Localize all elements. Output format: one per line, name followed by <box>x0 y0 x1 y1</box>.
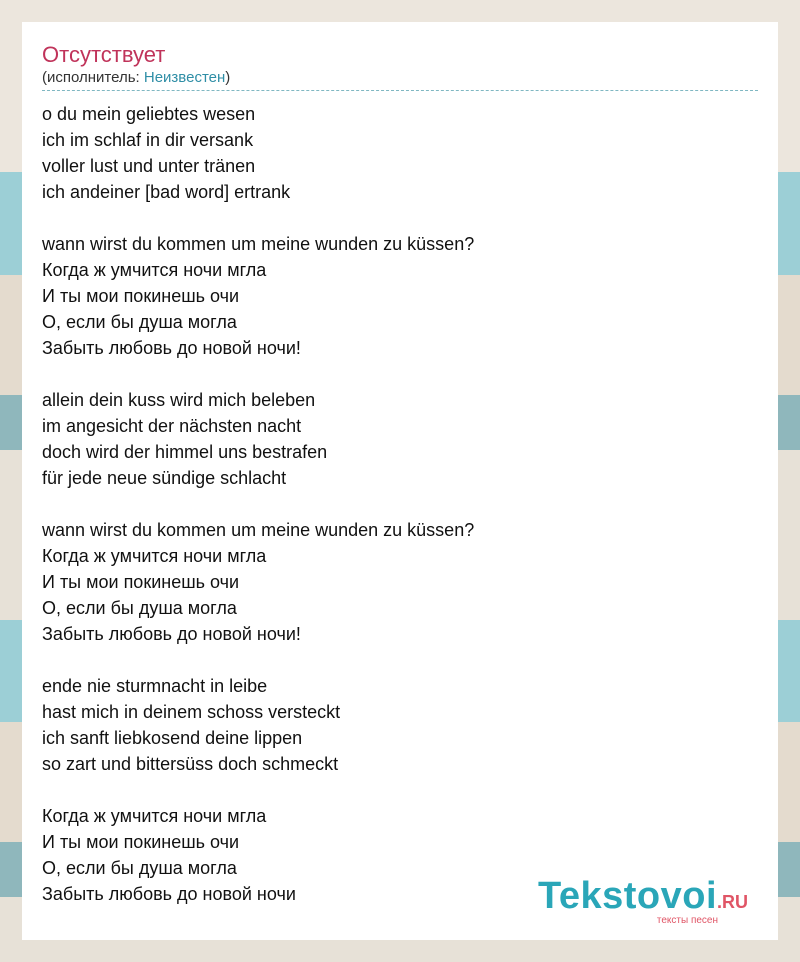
lyric-line: im angesicht der nächsten nacht <box>42 416 302 436</box>
lyric-line: ende nie sturmnacht in leibe <box>42 676 268 696</box>
lyric-line: Когда ж умчится ночи мгла <box>42 260 267 280</box>
lyric-line: voller lust und unter tränen <box>42 156 256 176</box>
lyric-line <box>42 647 758 673</box>
lyric-line <box>42 205 758 231</box>
lyric-line <box>42 491 758 517</box>
lyric-line <box>42 777 758 803</box>
lyric-line: Забыть любовь до новой ночи <box>42 884 296 904</box>
lyric-line: allein dein kuss wird mich beleben <box>42 390 316 410</box>
logo-wordmark: Tekstovoi <box>537 875 717 917</box>
lyric-line: wann wirst du kommen um meine wunden zu küssen? <box>42 520 475 540</box>
logo-tld: .RU <box>717 892 748 912</box>
lyric-line: für jede neue sündige schlacht <box>42 468 287 488</box>
lyric-line: ich im schlaf in dir versank <box>42 130 254 150</box>
lyric-line: О, если бы душа могла <box>42 598 237 618</box>
artist-prefix: (исполнитель: <box>42 69 144 86</box>
lyric-line: ich sanft liebkosend deine lippen <box>42 728 303 748</box>
artist-link[interactable]: Неизвестен <box>143 69 226 86</box>
lyric-line: Когда ж умчится ночи мгла <box>42 806 267 826</box>
lyric-line: hast mich in deinem schoss versteckt <box>42 702 341 722</box>
song-title: Отсутствует <box>42 42 166 67</box>
lyric-line: И ты мои покинешь очи <box>42 832 240 852</box>
lyric-line: И ты мои покинешь очи <box>42 286 240 306</box>
artist-suffix: ) <box>225 69 231 86</box>
lyric-line <box>42 361 758 387</box>
lyric-line: ich andeiner [bad word] ertrank <box>42 182 291 202</box>
lyric-line: О, если бы душа могла <box>42 858 237 878</box>
lyric-line: so zart und bittersüss doch schmeckt <box>42 754 339 774</box>
lyrics-text <box>42 101 758 907</box>
lyric-line: Когда ж умчится ночи мгла <box>42 546 267 566</box>
lyric-line: Забыть любовь до новой ночи! <box>42 338 301 358</box>
lyric-line: И ты мои покинешь очи <box>42 572 240 592</box>
lyric-line: wann wirst du kommen um meine wunden zu küssen? <box>42 234 475 254</box>
logo-tagline: тексты песен <box>656 915 718 926</box>
lyric-line: Забыть любовь до новой ночи! <box>42 624 301 644</box>
lyrics-card <box>22 22 778 940</box>
site-logo[interactable] <box>537 875 748 926</box>
lyric-line: О, если бы душа могла <box>42 312 237 332</box>
lyric-line: doch wird der himmel uns bestrafen <box>42 442 328 462</box>
lyric-line: o du mein geliebtes wesen <box>42 104 256 124</box>
artist-line <box>42 68 758 91</box>
